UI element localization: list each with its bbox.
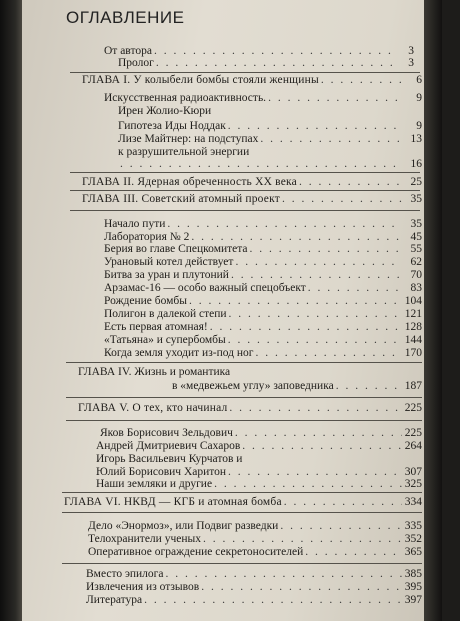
toc-chapter <box>172 380 422 393</box>
toc-chapter <box>82 176 422 189</box>
chapter-title: в «медвежьем углу» заповедника <box>172 380 334 392</box>
page-right-edge <box>424 0 442 621</box>
entry-page: 104 <box>404 295 422 307</box>
entry-page: 264 <box>404 440 422 452</box>
entry-title: Андрей Дмитриевич Сахаров <box>96 440 241 452</box>
toc-entry <box>104 269 422 282</box>
entry-page: 3 <box>408 45 414 57</box>
entry-page: 16 <box>410 158 422 170</box>
toc-entry <box>104 282 422 295</box>
divider <box>70 172 420 173</box>
entry-page: 334 <box>404 496 422 508</box>
toc-chapter <box>82 74 422 87</box>
entry-title: Битва за уран и плутоний <box>104 269 229 281</box>
divider <box>66 397 422 398</box>
entry-page: 13 <box>410 133 422 145</box>
toc-entry <box>118 120 422 133</box>
entry-page: 62 <box>410 256 422 268</box>
toc-entry <box>86 568 422 581</box>
entry-title: Лаборатория № 2 <box>104 231 190 243</box>
entry-title: Арзамас-16 — особо важный спецобъект <box>104 282 306 294</box>
divider <box>66 420 422 421</box>
chapter-title: ГЛАВА VI. НКВД — КГБ и атомная бомба <box>64 496 282 508</box>
toc-entry <box>118 133 422 146</box>
toc-chapter <box>78 402 422 415</box>
divider <box>70 190 420 191</box>
entry-page: 35 <box>410 193 422 205</box>
entry-page: 55 <box>410 243 422 255</box>
entry-title: Искусственная радиоактивность. <box>104 92 267 104</box>
toc-entry <box>104 347 422 360</box>
book-spine <box>0 0 22 621</box>
chapter-title: ГЛАВА I. У колыбели бомбы стояли женщины <box>82 74 319 86</box>
toc-entry <box>104 295 422 308</box>
toc-entry <box>88 546 422 559</box>
entry-continuation: Ирен Жолио-Кюри <box>118 105 212 117</box>
chapter-title: ГЛАВА III. Советский атомный проект <box>82 193 280 205</box>
entry-title: Игорь Васильевич Курчатов и <box>96 453 243 465</box>
entry-page: 395 <box>404 581 422 593</box>
entry-continuation: к разрушительной энергии <box>118 146 250 158</box>
entry-title: Наши земляки и другие <box>96 478 213 490</box>
entry-page: 365 <box>404 546 422 558</box>
entry-page: 6 <box>416 74 422 86</box>
entry-page: 144 <box>404 334 422 346</box>
toc-heading: ОГЛАВЛЕНИЕ <box>66 8 185 27</box>
entry-page: 225 <box>404 402 422 414</box>
entry-title: От автора <box>104 45 152 57</box>
chapter-title: ГЛАВА II. Ядерная обреченность XX века <box>82 176 297 188</box>
entry-title: «Татьяна» и супербомбы <box>104 334 226 346</box>
entry-page: 70 <box>410 269 422 281</box>
entry-title: Оперативное ограждение секретоносителей <box>88 546 304 558</box>
entry-page: 45 <box>410 231 422 243</box>
entry-title: Когда земля уходит из-под ног <box>104 347 254 359</box>
entry-page: 307 <box>404 466 422 478</box>
entry-title: Телохранители ученых <box>88 533 201 545</box>
entry-title: Дело «Энормоз», или Подвиг разведки <box>88 520 279 532</box>
entry-page: 9 <box>416 92 422 104</box>
entry-page: 385 <box>404 568 422 580</box>
entry-title: Лизе Майтнер: на подступах <box>118 133 259 145</box>
entry-page: 25 <box>410 176 422 188</box>
divider <box>70 72 420 73</box>
toc-entry <box>100 427 422 440</box>
toc-entry <box>96 440 422 453</box>
entry-title: Есть первая атомная! <box>104 321 208 333</box>
divider <box>66 362 422 363</box>
entry-page: 9 <box>416 120 422 132</box>
divider <box>62 492 422 493</box>
toc-entry <box>118 57 414 70</box>
entry-title: Литература <box>86 594 143 606</box>
entry-page: 325 <box>404 478 422 490</box>
entry-title: Вместо эпилога <box>86 568 164 580</box>
entry-page: 170 <box>404 347 422 359</box>
divider <box>62 512 422 513</box>
toc-entry <box>104 92 422 105</box>
divider <box>62 563 422 564</box>
entry-title: Юлий Борисович Харитон <box>96 466 227 478</box>
entry-page: 225 <box>404 427 422 439</box>
toc-entry <box>104 218 422 231</box>
toc-entry <box>88 533 422 546</box>
entry-page: 187 <box>404 380 422 392</box>
toc-entry <box>104 334 422 347</box>
toc-entry <box>86 594 422 607</box>
chapter-title: ГЛАВА IV. Жизнь и романтика <box>78 366 231 378</box>
entry-title: Начало пути <box>104 218 166 230</box>
toc-entry <box>104 321 422 334</box>
toc-entry <box>104 256 422 269</box>
entry-title: Пролог <box>118 57 154 69</box>
entry-title: Извлечения из отзывов <box>86 581 200 593</box>
toc-entry <box>96 478 422 491</box>
entry-page: 352 <box>404 533 422 545</box>
entry-page: 128 <box>404 321 422 333</box>
entry-title: Гипотеза Иды Ноддак <box>118 120 226 132</box>
entry-title: Яков Борисович Зельдович <box>100 427 233 439</box>
entry-title: Рождение бомбы <box>104 295 187 307</box>
entry-page: 83 <box>410 282 422 294</box>
toc-entry <box>86 581 422 594</box>
divider <box>70 210 420 211</box>
toc-entry <box>88 520 422 533</box>
entry-title: Полигон в далекой степи <box>104 308 227 320</box>
toc-chapter <box>82 193 422 206</box>
entry-page: 335 <box>404 520 422 532</box>
toc-chapter <box>64 496 422 509</box>
entry-title: Урановый котел действует <box>104 256 234 268</box>
book-page <box>22 0 442 621</box>
entry-page: 3 <box>408 57 414 69</box>
toc-entry <box>104 243 422 256</box>
chapter-title: ГЛАВА V. О тех, кто начинал <box>78 402 228 414</box>
entry-title: Берия во главе Спецкомитета <box>104 243 248 255</box>
entry-page: 397 <box>404 594 422 606</box>
toc-entry <box>118 158 422 171</box>
entry-page: 121 <box>404 308 422 320</box>
entry-page: 35 <box>410 218 422 230</box>
toc-entry <box>104 308 422 321</box>
